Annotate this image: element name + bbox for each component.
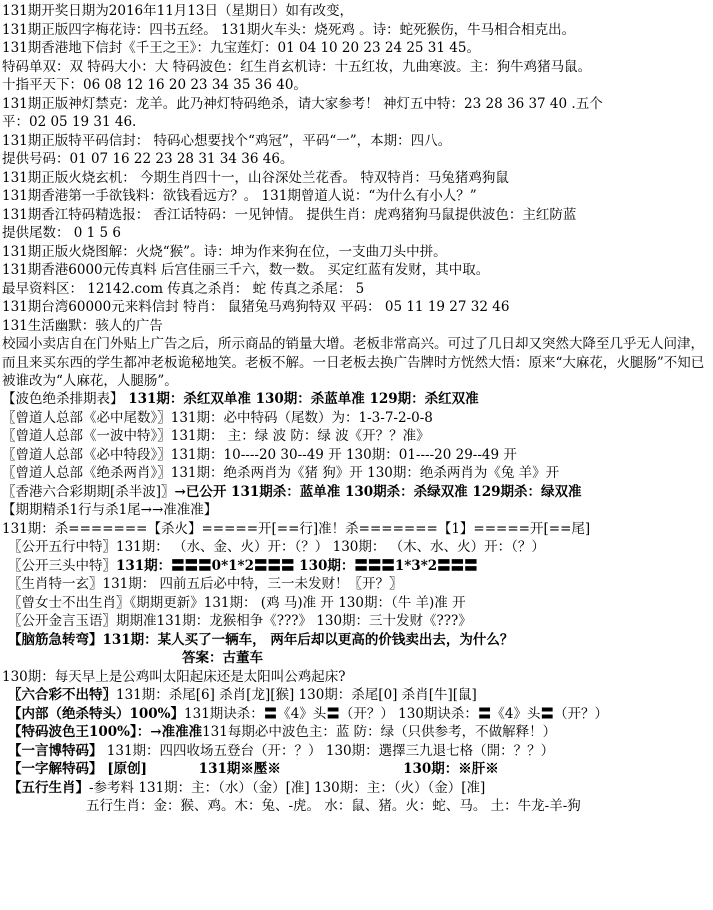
teduan-row bbox=[2, 446, 708, 465]
answer: 答案：古董车 bbox=[182, 650, 263, 666]
q130: 130期：每天早上是公鸡叫太阳起床还是太阳叫公鸡起床? bbox=[2, 668, 346, 685]
naojin-body: 131期：某人买了一辆车， 两年后却以更高的价钱卖出去，为什么？ bbox=[102, 631, 514, 648]
yibo-body: 131期： 主：绿 波 防：绿 波《开？？准》 bbox=[170, 428, 430, 444]
bosewang-label: 【特码波色王100%】：→准准准 bbox=[8, 724, 203, 740]
line-10: 131期正版火烧玄机： 今期生肖四十一，山谷深处兰花香。 特双特肖：马兔猪鸡狗鼠 bbox=[2, 169, 509, 186]
wuxing-label: 〖公开五行中特〗 bbox=[8, 539, 116, 555]
jinyan-label: 〖公开金言玉语〗 bbox=[8, 613, 116, 629]
banbo-label: 〖香港六合彩期期[杀半波]〗 bbox=[2, 483, 175, 500]
line-13: 提供尾数： 0 1 5 6 bbox=[2, 225, 122, 241]
weishu-body: 131期：必中特码（尾数）为：1-3-7-2-0-8 bbox=[170, 409, 433, 426]
line-3: 131期香港地下信封《千王之王》：九宝莲灯：01 04 10 20 23 24 25 31 45。 bbox=[2, 40, 480, 56]
line-5: 十指平天下：06 08 12 16 20 23 34 35 36 40。 bbox=[2, 77, 307, 93]
bosewang-row bbox=[2, 723, 708, 742]
yizi-label: 【一字解特码】 bbox=[8, 761, 103, 777]
line-14: 131期正版火烧图解：火烧“猴”。诗：坤为作来狗在位，一支曲刀头中拼。 bbox=[2, 243, 447, 260]
yizi-row bbox=[2, 760, 708, 779]
yiyan-label: 【一言博特码】 bbox=[8, 742, 103, 759]
neibu-row bbox=[2, 705, 708, 724]
liuhe-row bbox=[2, 686, 708, 705]
yibo-row bbox=[2, 427, 708, 446]
teduan-label: 〖曾道人总部《必中特段》〗 bbox=[2, 446, 171, 463]
line-15: 131期香港6000元传真料 后宫佳丽三千六，数一数。 买定红蓝有发财，其中取。 bbox=[2, 262, 490, 278]
line-8: 131期正版特平码信封： 特码心想要找个“鸡冠”，平码“一”，本期：四八。 bbox=[2, 132, 452, 149]
line-11: 131期香港第一手欲钱料：欲钱看远方？。 131期曾道人说：“为什么有小人？” bbox=[2, 188, 477, 204]
line-18: 131生活幽默：骇人的广告 bbox=[2, 317, 163, 334]
liuhe-body: 131期：杀尾[6] 杀肖[龙][猴] 130期：杀尾[0] 杀肖[牛][鼠] bbox=[116, 687, 477, 703]
santou-row bbox=[2, 557, 708, 576]
santou-label: 〖公开三头中特〗 bbox=[8, 557, 116, 574]
weishu-label: 〖曾道人总部《必中尾数》〗 bbox=[2, 409, 171, 426]
bose-row bbox=[2, 390, 708, 409]
liangxiao-label: 〖曾道人总部《绝杀两肖》〗 bbox=[2, 465, 171, 481]
line-7: 平：02 05 19 31 46. bbox=[2, 114, 137, 130]
neibu-label: 【内部（绝杀特头）100%】 bbox=[8, 705, 185, 722]
bose-label: 【波色绝杀排期表】 bbox=[2, 391, 124, 407]
liuhe-label: 〖六合彩不出特〗 bbox=[8, 687, 116, 703]
shengxiao-label: 〖生肖特一玄〗 bbox=[8, 576, 103, 592]
jingsha-row bbox=[2, 501, 708, 520]
jinyan-body: 期期准131期：龙猴相争《???》 130期：三十发财《???》 bbox=[116, 613, 472, 629]
wuxing-row bbox=[2, 538, 708, 557]
jinyan-row bbox=[2, 612, 708, 631]
document bbox=[2, 2, 708, 816]
shengxiao-body: 131期： 四前五后必中特，三一未发财！〖开？〗 bbox=[102, 576, 403, 592]
humor-story: 校园小卖店自在门外贴上广告之后，所示商品的销量大增。老板非常高兴。可过了几日却又突然大降至几乎无人问津，而且来买东西的学生都冲老板诡秘地笑。老板不解。一日老板去换广告牌时方恍然大悟：原来“大麻花，火腿肠”不知已被谁改为“人麻花，人腿肠”。 bbox=[2, 336, 705, 389]
banbo-row bbox=[2, 483, 708, 502]
wxsx-row bbox=[2, 779, 708, 798]
nvshi-label: 〖曾女士不出生肖〗《期期更新》 bbox=[8, 594, 204, 611]
nvshi-body: 131期： (鸡 马)准 开 130期：（牛 羊)准 开 bbox=[203, 594, 466, 611]
liangxiao-body: 131期：绝杀两肖为《猪 狗》开 130期：绝杀两肖为《兔 羊》开 bbox=[170, 465, 560, 481]
santou-body: 131期：〓〓〓0*1*2〓〓〓 130期：〓〓〓1*3*2〓〓〓 bbox=[116, 557, 478, 574]
line-16: 最早资料区： 12142.com 传真之杀肖： 蛇 传真之杀尾： 5 bbox=[2, 280, 365, 297]
naojin-row bbox=[2, 631, 708, 650]
nvshi-row bbox=[2, 594, 708, 613]
yiyan-body: 131期：四四收场五登台（开：？） 130期：選擇三九退七格（開：？？） bbox=[102, 742, 555, 759]
banbo-body: →已公开 131期杀：蓝单准 130期杀：杀绿双准 129期杀：绿双准 bbox=[174, 483, 582, 500]
sha-row: 131期：杀=======【杀火】=====开[==行]准！杀=======【1】=====开[==尾] bbox=[2, 520, 591, 537]
line-9: 提供号码：01 07 16 22 23 28 31 34 36 46。 bbox=[2, 151, 294, 167]
line-2: 131期正版四字梅花诗：四书五经。 131期火车头：烧死鸡 。诗：蛇死猴伤，牛马相合相克出。 bbox=[2, 21, 576, 38]
neibu-body: 131期诀杀：〓《4》头〓（开？） 130期诀杀：〓《4》头〓（开？） bbox=[184, 705, 609, 722]
liangxiao-row bbox=[2, 464, 708, 483]
line-6: 131期正版神灯禁克：龙羊。此乃神灯特码绝杀，请大家参考！ 神灯五中特：23 28 36 37 40 .五个 bbox=[2, 95, 603, 112]
line-1: 131期开奖日期为2016年11月13日（星期日）如有改变， bbox=[2, 3, 353, 19]
wxlist: 五行生肖：金：猴、鸡。木：兔、-虎。 水：鼠、猪。火：蛇、马。 土：牛龙-羊-狗 bbox=[86, 798, 581, 814]
line-17: 131期台湾60000元来料信封 特肖： 鼠猪兔马鸡狗特双 平码： 05 11 19 27 32 46 bbox=[2, 299, 510, 315]
teduan-body: 131期：10----20 30--49 开 130期：01----20 29--49 开 bbox=[170, 446, 517, 463]
yizi-b2: 131期※壓※ bbox=[146, 761, 281, 777]
yibo-label: 〖曾道人总部《一波中特》〗 bbox=[2, 428, 171, 444]
line-4: 特码单双：双 特码大小：大 特码波色：红生肖玄机诗：十五红妆，九曲寒波。主：狗牛鸡猪马鼠。 bbox=[2, 58, 592, 75]
shengxiao-row bbox=[2, 575, 708, 594]
wxsx-body: -参考料 131期：主：（水）（金）[准] 130期：主：（火）（金）[准] bbox=[89, 779, 486, 796]
bosewang-body: 131每期必中波色主：蓝 防：绿（只供参考，不做解释！） bbox=[202, 724, 557, 740]
wxsx-label: 【五行生肖】 bbox=[8, 779, 89, 796]
wuxing-body: 131期： （水、金、火）开：（？） 130期： （木、水、火）开：（？） bbox=[116, 539, 545, 555]
line-12: 131期香江特码精选报： 香江话特码：一见钟情。 提供生肖：虎鸡猪狗马鼠提供波色：主红防蓝 bbox=[2, 206, 577, 223]
weishu-row bbox=[2, 409, 708, 428]
bose-body: 131期：杀红双单准 130期：杀蓝单准 129期：杀红双准 bbox=[123, 391, 479, 407]
yizi-b1: [原创] bbox=[107, 761, 147, 777]
jingsha-label: 【期期精杀1行与杀1尾→→准准准】 bbox=[2, 502, 218, 518]
yiyan-row bbox=[2, 742, 708, 761]
yizi-b3: 130期：※肝※ bbox=[280, 761, 499, 777]
naojin-label: 【脑筋急转弯】 bbox=[8, 631, 103, 648]
